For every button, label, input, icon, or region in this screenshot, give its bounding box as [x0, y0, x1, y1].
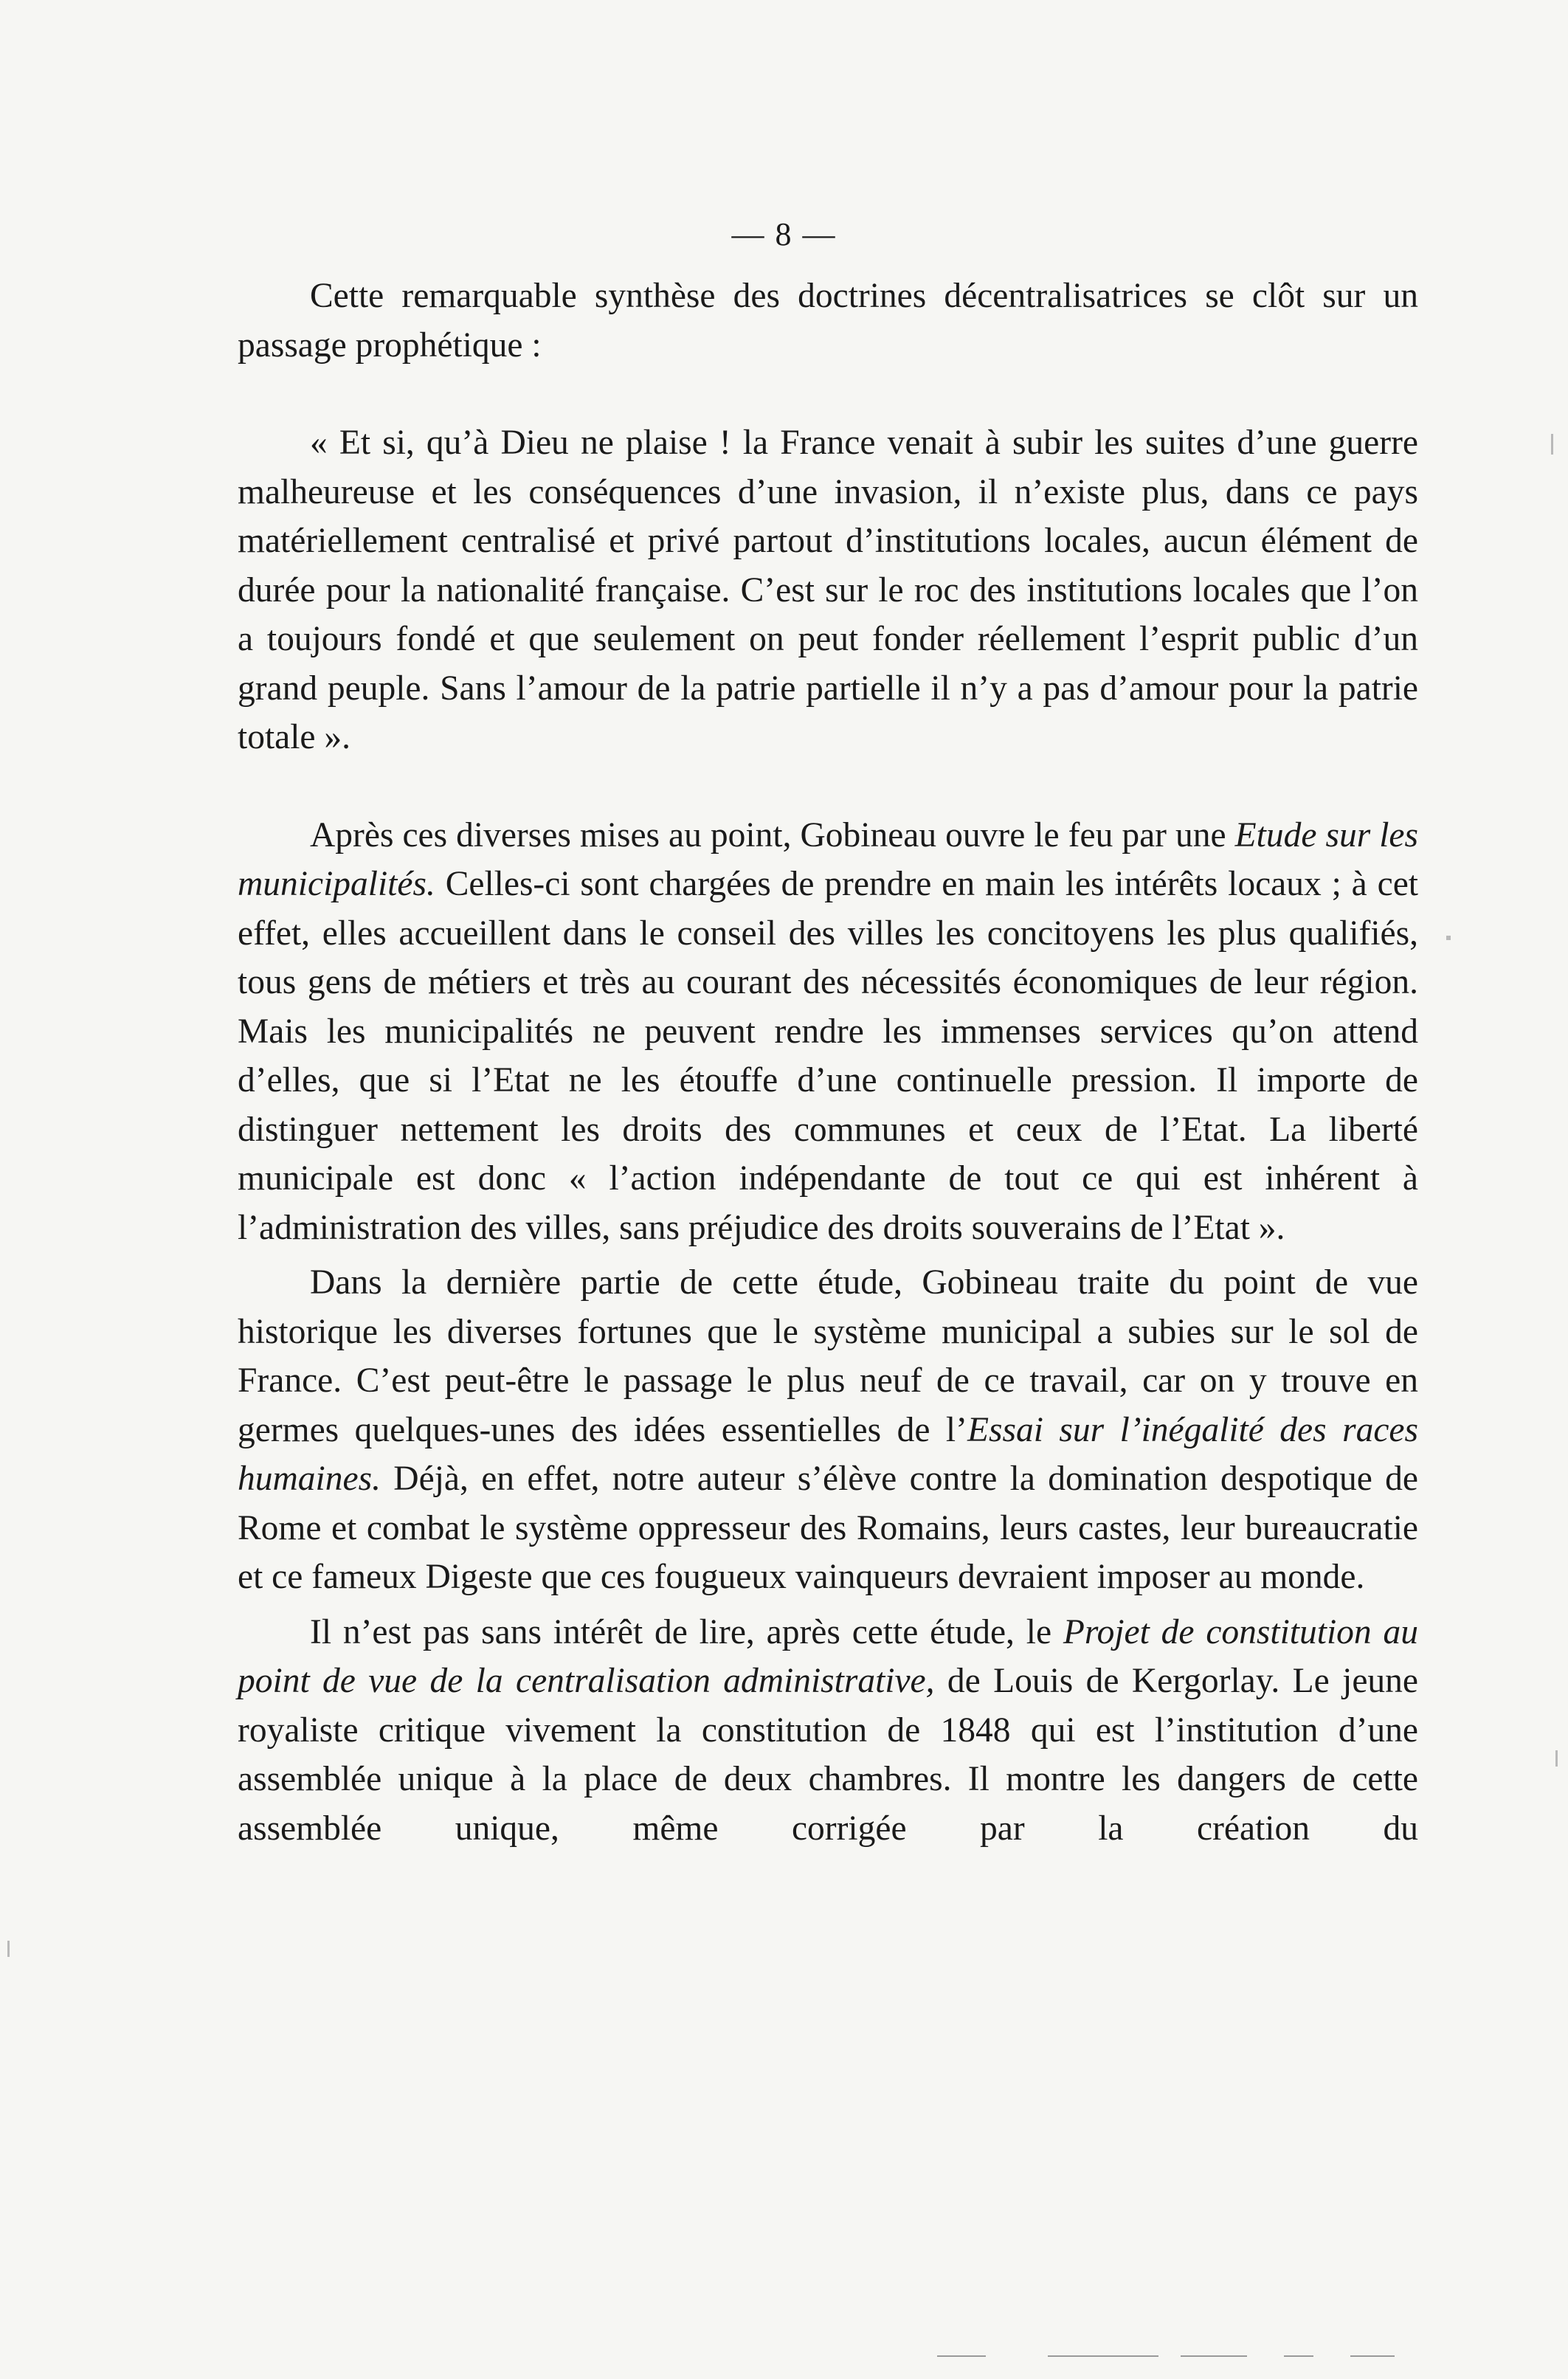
paragraph-kergorlay-before: Il n’est pas sans intérêt de lire, après cette étude, le: [310, 1612, 1063, 1651]
footer-rule-mark: [1181, 2355, 1247, 2357]
footer-rule-mark: [1284, 2355, 1313, 2357]
paragraph-quote: « Et si, qu’à Dieu ne plaise ! la France venait à subir les suites d’une guerre malheureuse et les conséquences d’une invasion, il n’existe plus, dans ce pays matériellement centralisé et privé partout d’institutions locales, aucun élément de durée pour la nationalité française. C’est sur le roc des institutions locales que l’on a toujours fondé et que seulement on peut fonder réellement l’esprit public d’un grand peuple. Sans l’amour de la patrie partielle il n’y a pas d’amour pour la patrie totale ».: [238, 424, 1418, 756]
footer-rule-mark: [937, 2355, 986, 2357]
paragraph-historique-before: Dans la dernière partie de cette étude, Gobineau traite du point de vue historique les diverses fortunes que le système municipal a subies sur le sol de France. C’est peut-être le passage le plus neuf de ce travail, car on y trouve en germes quelques-unes des idées essentielles de l’: [238, 1263, 1418, 1449]
scan-speck: [1551, 434, 1553, 455]
body-text: [238, 272, 1418, 1853]
page-number: — 8 —: [731, 216, 837, 252]
work-title-projet: Projet de constitution au point de vue de la centralisation administrative,: [238, 1612, 1418, 1700]
paragraph-intro: Cette remarquable synthèse des doctrines décentralisatrices se clôt sur un passage prophétique :: [238, 277, 1418, 365]
paragraph-historique-after: Déjà, en effet, notre auteur s’élève contre la domination despotique de Rome et combat le système oppresseur des Romains, leurs castes, leur bureaucratie et ce fameux Digeste que ces fougueux vainqueurs devraient imposer au monde.: [238, 1460, 1418, 1596]
footer-rule-mark: [1350, 2355, 1395, 2357]
scan-speck: [1446, 936, 1451, 940]
paragraph-etude-after: Celles-ci sont chargées de prendre en main les intérêts locaux ; à cet effet, elles accueillent dans le conseil des villes les concitoyens les plus qualifiés, tous gens de métiers et très au courant des nécessités économiques de leur région. Mais les municipalités ne peuvent rendre les immenses services qu’on attend d’elles, que si l’Etat ne les étouffe d’une continuelle pression. Il importe de distinguer nettement les droits des communes et ceux de l’Etat. La liberté municipale est donc « l’action indépendante de tout ce qui est inhérent à l’administration des villes, sans préjudice des droits souverains de l’Etat ».: [238, 865, 1418, 1247]
work-title-essai: Essai sur l’inégalité des races humaines.: [238, 1410, 1418, 1498]
paragraph-etude-before: Après ces diverses mises au point, Gobineau ouvre le feu par une: [310, 815, 1235, 854]
scan-speck: [1555, 1750, 1558, 1767]
paragraph-etude: [238, 811, 1418, 1253]
footer-rule-mark: [1048, 2355, 1158, 2357]
paragraph-kergorlay-after: de Louis de Kergorlay. Le jeune royaliste critique vivement la constitution de 1848 qui est l’institution d’une assemblée unique à la place de deux chambres. Il montre les dangers de cette assemblée unique, même corrigée par la création du: [238, 1662, 1418, 1848]
paragraph-kergorlay: [238, 1608, 1418, 1854]
work-title-etude: Etude sur les municipalités.: [238, 815, 1418, 903]
scan-speck: [7, 1941, 10, 1957]
paragraph-historique: [238, 1258, 1418, 1602]
